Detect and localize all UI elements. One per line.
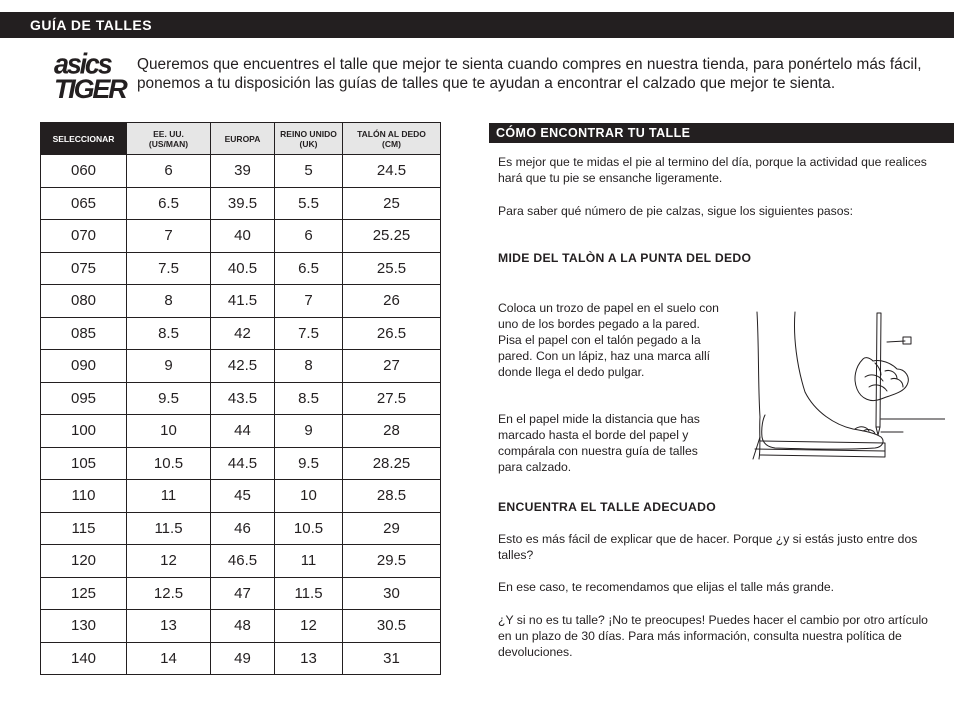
size-select-cell: 130 <box>41 610 127 643</box>
table-row <box>41 317 441 350</box>
size-select-cell: 115 <box>41 512 127 545</box>
heading-measure: MIDE DEL TALÒN A LA PUNTA DEL DEDO <box>498 251 752 265</box>
size-select-cell: 070 <box>41 220 127 253</box>
logo-line-2: TIGER <box>54 74 126 104</box>
table-row <box>41 415 441 448</box>
table-cell: 28.5 <box>343 480 441 513</box>
table-cell: 26.5 <box>343 317 441 350</box>
table-cell: 48 <box>211 610 275 643</box>
table-cell: 9.5 <box>275 447 343 480</box>
table-cell: 24.5 <box>343 155 441 188</box>
size-select-cell: 105 <box>41 447 127 480</box>
table-row <box>41 642 441 675</box>
logo-line-1: asics <box>54 48 111 80</box>
table-cell: 43.5 <box>211 382 275 415</box>
table-cell: 7 <box>127 220 211 253</box>
table-cell: 7 <box>275 285 343 318</box>
table-cell: 13 <box>127 610 211 643</box>
table-cell: 30 <box>343 577 441 610</box>
table-cell: 46.5 <box>211 545 275 578</box>
table-cell: 39.5 <box>211 187 275 220</box>
table-cell: 25.5 <box>343 252 441 285</box>
table-cell: 12 <box>275 610 343 643</box>
paragraph-measure-1: Coloca un trozo de papel en el suelo con uno de los bordes pegado a la pared. Pisa el papel con el talón pegado a la pared. Con un lápiz, haz una marca allí donde llega el dedo pulgar. <box>498 301 719 379</box>
size-select-cell: 085 <box>41 317 127 350</box>
size-select-cell: 120 <box>41 545 127 578</box>
table-row <box>41 577 441 610</box>
table-cell: 6 <box>127 155 211 188</box>
table-cell: 11.5 <box>275 577 343 610</box>
table-row <box>41 252 441 285</box>
table-cell: 5 <box>275 155 343 188</box>
table-body <box>41 155 441 675</box>
table-cell: 9.5 <box>127 382 211 415</box>
paragraph-between-sizes: Esto es más fácil de explicar que de hacer. Porque ¿y si estás justo entre dos talles? <box>498 532 918 562</box>
brand-logo <box>54 48 126 108</box>
size-select-cell: 075 <box>41 252 127 285</box>
table-header-row <box>41 123 441 155</box>
table-cell: 30.5 <box>343 610 441 643</box>
table-header-cell: SELECCIONAR <box>41 123 127 155</box>
table-cell: 45 <box>211 480 275 513</box>
table-header-cell: EUROPA <box>211 123 275 155</box>
table-row <box>41 187 441 220</box>
paragraph-measure-2: En el papel mide la distancia que has marcado hasta el borde del papel y compárala con nuestra guía de talles para calzado. <box>498 412 700 474</box>
table-cell: 8.5 <box>275 382 343 415</box>
table-cell: 8 <box>275 350 343 383</box>
table-header-cell: REINO UNIDO (UK) <box>275 123 343 155</box>
section-title: CÓMO ENCONTRAR TU TALLE <box>496 126 691 140</box>
table-cell: 44 <box>211 415 275 448</box>
size-select-cell: 065 <box>41 187 127 220</box>
table-cell: 27 <box>343 350 441 383</box>
table-row <box>41 610 441 643</box>
size-select-cell: 125 <box>41 577 127 610</box>
table-cell: 28 <box>343 415 441 448</box>
paragraph-steps: Para saber qué número de pie calzas, sigue los siguientes pasos: <box>498 204 854 218</box>
table-cell: 28.25 <box>343 447 441 480</box>
table-cell: 5.5 <box>275 187 343 220</box>
table-cell: 40.5 <box>211 252 275 285</box>
table-cell: 6.5 <box>275 252 343 285</box>
table-row <box>41 512 441 545</box>
table-cell: 47 <box>211 577 275 610</box>
size-table <box>40 122 441 675</box>
size-select-cell: 110 <box>41 480 127 513</box>
table-cell: 10.5 <box>127 447 211 480</box>
size-select-cell: 090 <box>41 350 127 383</box>
size-select-cell: 060 <box>41 155 127 188</box>
intro-text: Queremos que encuentres el talle que mejor te sienta cuando compres en nuestra tienda, para ponértelo más fácil, ponemos a tu disposición las guías de talles que te ayudan a encontrar el calzado que mejor te sienta. <box>137 56 922 92</box>
table-cell: 10 <box>127 415 211 448</box>
table-row <box>41 447 441 480</box>
table-cell: 6.5 <box>127 187 211 220</box>
table-cell: 29 <box>343 512 441 545</box>
size-select-cell: 080 <box>41 285 127 318</box>
foot-measuring-illustration-icon <box>735 307 945 465</box>
table-cell: 42.5 <box>211 350 275 383</box>
table-row <box>41 350 441 383</box>
table-cell: 11 <box>127 480 211 513</box>
table-cell: 41.5 <box>211 285 275 318</box>
paragraph-recommend: En ese caso, te recomendamos que elijas el talle más grande. <box>498 580 835 594</box>
table-cell: 8 <box>127 285 211 318</box>
paragraph-intro: Es mejor que te midas el pie al termino del día, porque la actividad que realices hará que tu pie se ensanche ligeramente. <box>498 155 927 185</box>
table-cell: 26 <box>343 285 441 318</box>
table-cell: 7.5 <box>127 252 211 285</box>
table-row <box>41 545 441 578</box>
table-row <box>41 155 441 188</box>
heading-find-size: ENCUENTRA EL TALLE ADECUADO <box>498 500 716 514</box>
table-cell: 11.5 <box>127 512 211 545</box>
table-cell: 11 <box>275 545 343 578</box>
table-cell: 49 <box>211 642 275 675</box>
table-row <box>41 285 441 318</box>
table-cell: 13 <box>275 642 343 675</box>
table-cell: 44.5 <box>211 447 275 480</box>
table-cell: 10 <box>275 480 343 513</box>
table-cell: 9 <box>275 415 343 448</box>
table-row <box>41 480 441 513</box>
table-cell: 31 <box>343 642 441 675</box>
table-cell: 39 <box>211 155 275 188</box>
page-title: GUÍA DE TALLES <box>30 17 153 33</box>
header-bar <box>0 12 954 38</box>
table-cell: 40 <box>211 220 275 253</box>
table-cell: 29.5 <box>343 545 441 578</box>
table-cell: 46 <box>211 512 275 545</box>
table-cell: 6 <box>275 220 343 253</box>
table-cell: 25 <box>343 187 441 220</box>
table-cell: 7.5 <box>275 317 343 350</box>
size-select-cell: 095 <box>41 382 127 415</box>
table-header-cell: TALÓN AL DEDO (CM) <box>343 123 441 155</box>
table-cell: 27.5 <box>343 382 441 415</box>
table-cell: 8.5 <box>127 317 211 350</box>
table-cell: 9 <box>127 350 211 383</box>
table-cell: 14 <box>127 642 211 675</box>
table-cell: 12 <box>127 545 211 578</box>
size-select-cell: 100 <box>41 415 127 448</box>
size-select-cell: 140 <box>41 642 127 675</box>
table-header-cell: EE. UU. (US/MAN) <box>127 123 211 155</box>
table-cell: 42 <box>211 317 275 350</box>
table-cell: 10.5 <box>275 512 343 545</box>
table-row <box>41 382 441 415</box>
table-row <box>41 220 441 253</box>
table-cell: 12.5 <box>127 577 211 610</box>
paragraph-exchange: ¿Y si no es tu talle? ¡No te preocupes! Puedes hacer el cambio por otro artículo en un plazo de 30 días. Para más información, consulta nuestra política de devoluciones. <box>498 613 928 659</box>
section-header-bar <box>489 123 954 143</box>
table-cell: 25.25 <box>343 220 441 253</box>
